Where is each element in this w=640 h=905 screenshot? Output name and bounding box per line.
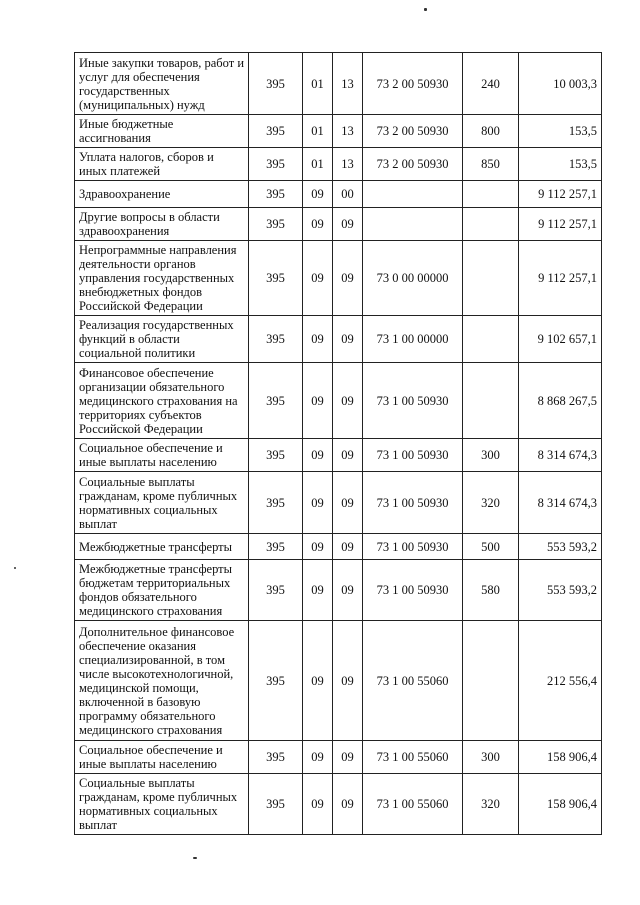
row-name: Уплата налогов, сборов и иных платежей [75, 148, 249, 181]
row-grbs-code: 395 [249, 53, 303, 115]
budget-table [74, 52, 602, 835]
table-row [75, 363, 602, 439]
row-name: Финансовое обеспечение организации обязательного медицинского страхования на территориях субъектов Российской Федерации [75, 363, 249, 439]
row-subsection-code: 09 [333, 741, 363, 774]
row-expense-type: 240 [463, 53, 519, 115]
row-name: Межбюджетные трансферты бюджетам территориальных фондов обязательного медицинского страхования [75, 560, 249, 621]
row-amount: 9 102 657,1 [519, 316, 602, 363]
row-name: Непрограммные направления деятельности органов управления государственных внебюджетных фондов Российской Федерации [75, 241, 249, 316]
row-section-code: 09 [303, 621, 333, 741]
row-grbs-code: 395 [249, 621, 303, 741]
row-subsection-code: 13 [333, 148, 363, 181]
row-target-article: 73 1 00 55060 [363, 774, 463, 835]
row-amount: 153,5 [519, 115, 602, 148]
row-amount: 212 556,4 [519, 621, 602, 741]
row-amount: 553 593,2 [519, 560, 602, 621]
row-section-code: 01 [303, 148, 333, 181]
row-subsection-code: 09 [333, 621, 363, 741]
row-expense-type [463, 621, 519, 741]
row-section-code: 09 [303, 472, 333, 534]
row-target-article [363, 208, 463, 241]
scan-speck-left [14, 567, 16, 569]
row-grbs-code: 395 [249, 148, 303, 181]
row-grbs-code: 395 [249, 439, 303, 472]
scan-speck-bottom [193, 857, 197, 859]
table-row [75, 741, 602, 774]
row-expense-type [463, 363, 519, 439]
row-section-code: 09 [303, 241, 333, 316]
row-section-code: 09 [303, 534, 333, 560]
row-expense-type: 320 [463, 472, 519, 534]
row-target-article: 73 0 00 00000 [363, 241, 463, 316]
row-expense-type: 850 [463, 148, 519, 181]
row-expense-type [463, 316, 519, 363]
budget-table-body [75, 53, 602, 835]
row-section-code: 09 [303, 560, 333, 621]
table-row [75, 774, 602, 835]
row-name: Реализация государственных функций в области социальной политики [75, 316, 249, 363]
table-row [75, 439, 602, 472]
row-expense-type: 580 [463, 560, 519, 621]
row-section-code: 01 [303, 53, 333, 115]
row-name: Социальные выплаты гражданам, кроме публичных нормативных социальных выплат [75, 774, 249, 835]
row-subsection-code: 09 [333, 363, 363, 439]
row-name: Иные закупки товаров, работ и услуг для обеспечения государственных (муниципальных) нужд [75, 53, 249, 115]
row-subsection-code: 00 [333, 181, 363, 208]
row-amount: 8 868 267,5 [519, 363, 602, 439]
row-grbs-code: 395 [249, 534, 303, 560]
row-amount: 8 314 674,3 [519, 472, 602, 534]
row-name: Межбюджетные трансферты [75, 534, 249, 560]
row-section-code: 09 [303, 181, 333, 208]
row-target-article: 73 2 00 50930 [363, 148, 463, 181]
row-target-article: 73 1 00 55060 [363, 741, 463, 774]
row-expense-type [463, 208, 519, 241]
row-name: Дополнительное финансовое обеспечение оказания специализированной, в том числе высокотехнологичной, медицинской помощи, включенной в базовую программу обязательного медицинского страхования [75, 621, 249, 741]
row-section-code: 01 [303, 115, 333, 148]
row-name: Здравоохранение [75, 181, 249, 208]
row-grbs-code: 395 [249, 741, 303, 774]
row-grbs-code: 395 [249, 774, 303, 835]
row-grbs-code: 395 [249, 181, 303, 208]
row-subsection-code: 09 [333, 316, 363, 363]
row-target-article: 73 1 00 50930 [363, 363, 463, 439]
table-row [75, 208, 602, 241]
row-amount: 10 003,3 [519, 53, 602, 115]
row-subsection-code: 09 [333, 560, 363, 621]
row-target-article: 73 1 00 50930 [363, 472, 463, 534]
row-amount: 153,5 [519, 148, 602, 181]
row-grbs-code: 395 [249, 316, 303, 363]
row-section-code: 09 [303, 316, 333, 363]
row-expense-type: 800 [463, 115, 519, 148]
table-row [75, 241, 602, 316]
row-amount: 158 906,4 [519, 774, 602, 835]
table-row [75, 534, 602, 560]
row-name: Социальное обеспечение и иные выплаты населению [75, 439, 249, 472]
row-section-code: 09 [303, 208, 333, 241]
row-expense-type: 320 [463, 774, 519, 835]
row-name: Другие вопросы в области здравоохранения [75, 208, 249, 241]
row-section-code: 09 [303, 363, 333, 439]
row-amount: 8 314 674,3 [519, 439, 602, 472]
row-target-article: 73 1 00 50930 [363, 439, 463, 472]
row-name: Социальное обеспечение и иные выплаты населению [75, 741, 249, 774]
row-target-article: 73 1 00 50930 [363, 534, 463, 560]
row-subsection-code: 09 [333, 472, 363, 534]
row-expense-type [463, 181, 519, 208]
table-row [75, 560, 602, 621]
row-grbs-code: 395 [249, 560, 303, 621]
row-amount: 553 593,2 [519, 534, 602, 560]
row-grbs-code: 395 [249, 472, 303, 534]
row-expense-type: 300 [463, 439, 519, 472]
row-target-article: 73 2 00 50930 [363, 115, 463, 148]
row-section-code: 09 [303, 439, 333, 472]
scan-speck-top [424, 8, 427, 11]
row-subsection-code: 09 [333, 439, 363, 472]
row-expense-type: 500 [463, 534, 519, 560]
table-row [75, 472, 602, 534]
row-expense-type: 300 [463, 741, 519, 774]
table-row [75, 53, 602, 115]
row-amount: 9 112 257,1 [519, 208, 602, 241]
row-grbs-code: 395 [249, 363, 303, 439]
row-target-article: 73 1 00 00000 [363, 316, 463, 363]
row-name: Иные бюджетные ассигнования [75, 115, 249, 148]
table-row [75, 148, 602, 181]
row-section-code: 09 [303, 774, 333, 835]
row-subsection-code: 13 [333, 115, 363, 148]
row-target-article: 73 2 00 50930 [363, 53, 463, 115]
row-subsection-code: 13 [333, 53, 363, 115]
table-row [75, 621, 602, 741]
row-grbs-code: 395 [249, 241, 303, 316]
row-amount: 9 112 257,1 [519, 241, 602, 316]
row-name: Социальные выплаты гражданам, кроме публичных нормативных социальных выплат [75, 472, 249, 534]
row-subsection-code: 09 [333, 534, 363, 560]
row-amount: 9 112 257,1 [519, 181, 602, 208]
row-subsection-code: 09 [333, 774, 363, 835]
row-target-article: 73 1 00 50930 [363, 560, 463, 621]
row-subsection-code: 09 [333, 241, 363, 316]
row-expense-type [463, 241, 519, 316]
row-target-article: 73 1 00 55060 [363, 621, 463, 741]
row-target-article [363, 181, 463, 208]
row-subsection-code: 09 [333, 208, 363, 241]
table-row [75, 316, 602, 363]
row-amount: 158 906,4 [519, 741, 602, 774]
table-row [75, 115, 602, 148]
table-row [75, 181, 602, 208]
row-section-code: 09 [303, 741, 333, 774]
row-grbs-code: 395 [249, 208, 303, 241]
row-grbs-code: 395 [249, 115, 303, 148]
